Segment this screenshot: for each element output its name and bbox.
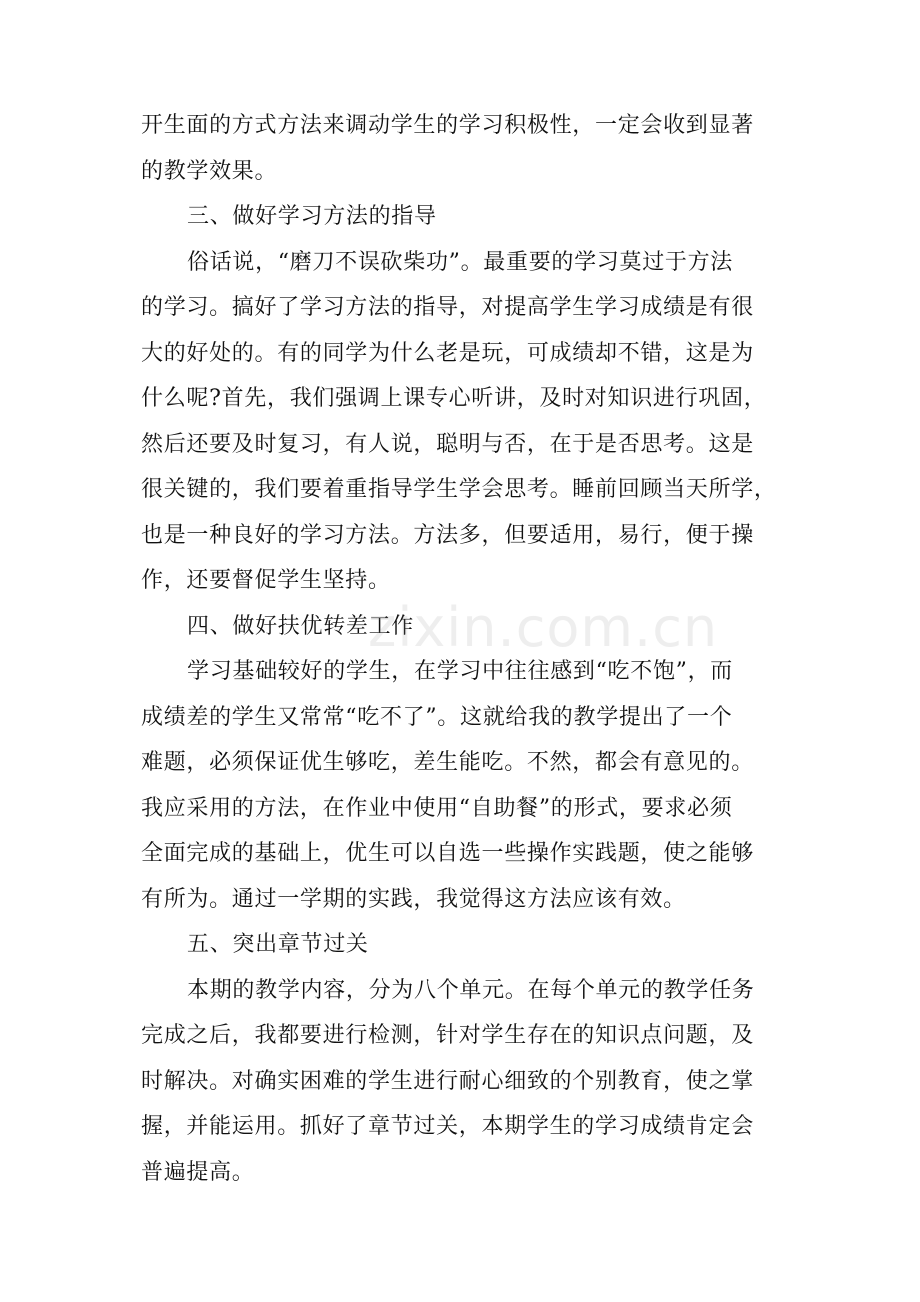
paragraph-first-line: 俗话说，“磨刀不误砍柴功”。最重要的学习莫过于方法 [187, 249, 733, 275]
paragraph-line: 什么呢?首先，我们强调上课专心听讲，及时对知识进行巩固， [141, 386, 767, 411]
paragraph-line: 难题，必须保证优生够吃，差生能吃。不然，都会有意见的。 [141, 750, 754, 775]
section-heading-3: 三、做好学习方法的指导 [187, 204, 437, 229]
paragraph-line: 有所为。通过一学期的实践，我觉得这方法应该有效。 [141, 886, 686, 912]
paragraph-line: 作，还要督促学生坚持。 [141, 568, 391, 593]
paragraph-line: 很关键的，我们要着重指导学生学会思考。睡前回顾当天所学， [141, 477, 777, 502]
paragraph-line: 时解决。对确实困难的学生进行耐心细致的个别教育，使之掌 [141, 1068, 754, 1094]
paragraph-line: 的学习。搞好了学习方法的指导，对提高学生学习成绩是有很 [141, 295, 754, 320]
paragraph-continuation-line: 开生面的方式方法来调动学生的学习积极性，一定会收到显著 [141, 113, 754, 138]
paragraph-line: 大的好处的。有的同学为什么老是玩，可成绩却不错，这是为 [141, 340, 754, 366]
paragraph-line: 也是一种良好的学习方法。方法多，但要适用，易行，便于操 [141, 522, 754, 548]
paragraph-line: 完成之后，我都要进行检测，针对学生存在的知识点问题，及 [141, 1023, 754, 1048]
section-heading-4: 四、做好扶优转差工作 [187, 613, 415, 639]
paragraph-line: 普遍提高。 [141, 1159, 255, 1185]
paragraph-first-line: 本期的教学内容，分为八个单元。在每个单元的教学任务 [187, 977, 755, 1003]
paragraph-first-line: 学习基础较好的学生，在学习中往往感到“吃不饱”，而 [187, 659, 733, 684]
paragraph-continuation-line: 的教学效果。 [141, 158, 278, 184]
paragraph-line: 全面完成的基础上，优生可以自选一些操作实践题，使之能够 [141, 841, 754, 866]
paragraph-line: 我应采用的方法，在作业中使用“自助餐”的形式，要求必须 [141, 795, 733, 821]
paragraph-line: 握，并能运用。抓好了章节过关，本期学生的学习成绩肯定会 [141, 1114, 754, 1139]
paragraph-line: 然后还要及时复习，有人说，聪明与否，在于是否思考。这是 [141, 431, 754, 457]
section-heading-5: 五、突出章节过关 [187, 932, 369, 957]
site-watermark: zixin.com.cn [368, 596, 719, 659]
paragraph-line: 成绩差的学生又常常“吃不了”。这就给我的教学提出了一个 [141, 704, 733, 730]
